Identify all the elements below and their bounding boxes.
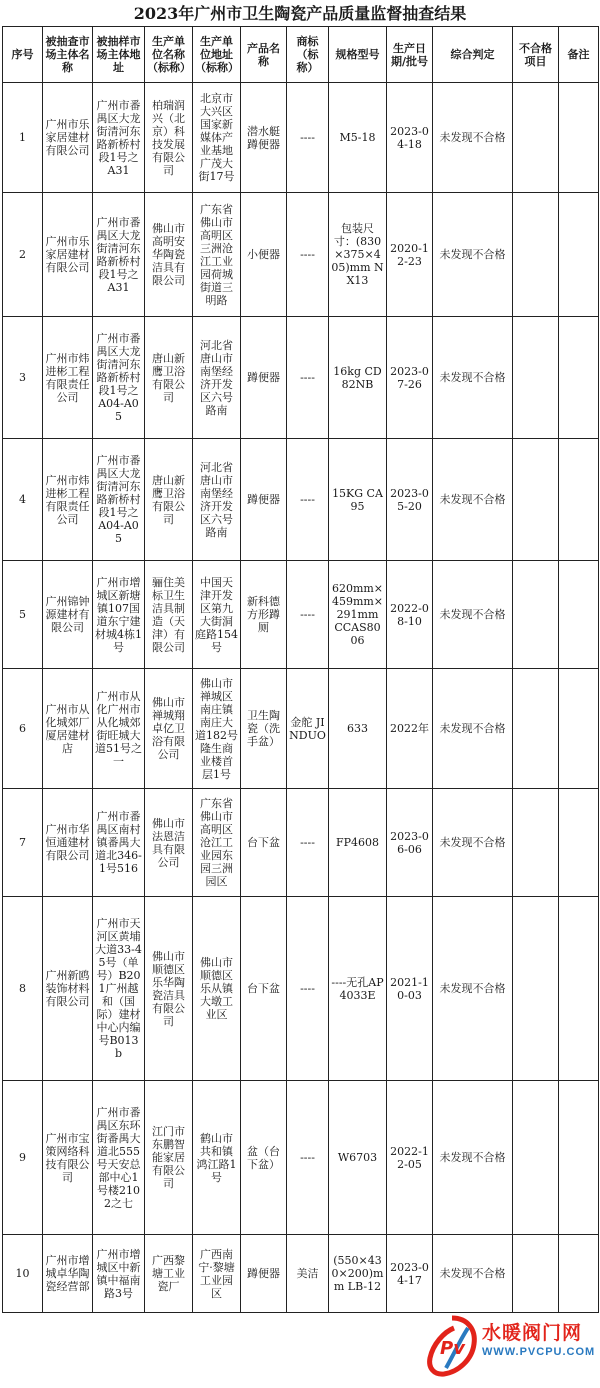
row-verdict: 未发现不合格	[433, 561, 513, 669]
row-index: 9	[3, 1081, 43, 1235]
row-brand: ----	[287, 83, 329, 193]
row-index: 10	[3, 1235, 43, 1313]
row-date: 2021-10-03	[387, 897, 433, 1081]
row-product: 小便器	[241, 193, 287, 317]
row-unqualified	[513, 897, 559, 1081]
row-maker-address: 佛山市顺德区乐从镇大墩工业区	[193, 897, 241, 1081]
row-spec: (550×430×200)mm LB-12	[329, 1235, 387, 1313]
row-product: 台下盆	[241, 897, 287, 1081]
row-remark	[559, 193, 599, 317]
row-brand: ----	[287, 439, 329, 561]
row-remark	[559, 439, 599, 561]
row-maker: 江门市东鹏智能家居有限公司	[145, 1081, 193, 1235]
row-verdict: 未发现不合格	[433, 1081, 513, 1235]
row-index: 8	[3, 897, 43, 1081]
header-unqualified: 不合格项目	[513, 27, 559, 83]
row-index: 2	[3, 193, 43, 317]
row-remark	[559, 83, 599, 193]
watermark-brand: 水暖阀门网	[482, 1322, 583, 1344]
row-company: 广州市华恒通建材有限公司	[43, 789, 93, 897]
header-index: 序号	[3, 27, 43, 83]
row-index: 7	[3, 789, 43, 897]
row-index: 6	[3, 669, 43, 789]
table-row	[3, 83, 599, 193]
row-unqualified	[513, 317, 559, 439]
row-date: 2023-04-17	[387, 1235, 433, 1313]
row-verdict: 未发现不合格	[433, 193, 513, 317]
row-company: 广州市炜进彬工程有限责任公司	[43, 439, 93, 561]
row-unqualified	[513, 1235, 559, 1313]
row-brand: 金舵 JINDUO	[287, 669, 329, 789]
row-date: 2022-08-10	[387, 561, 433, 669]
row-address: 广州市番禺区大龙街清河东路新桥村段1号之A04-A05	[93, 317, 145, 439]
header-product: 产品名称	[241, 27, 287, 83]
row-address: 广州市番禺区南村镇番禺大道北346-1号516	[93, 789, 145, 897]
row-maker-address: 广东省佛山市高明区沧江工业园东园三洲园区	[193, 789, 241, 897]
row-maker-address: 广西南宁·黎塘工业园区	[193, 1235, 241, 1313]
watermark-url: WWW.PVCPU.COM	[482, 1346, 596, 1358]
row-remark	[559, 669, 599, 789]
row-address: 广州市天河区黄埔大道33-45号（单号）B201广州越和（国际）建材中心内编号B013b	[93, 897, 145, 1081]
row-company: 广州市炜进彬工程有限责任公司	[43, 317, 93, 439]
table-row	[3, 789, 599, 897]
table-row	[3, 897, 599, 1081]
row-verdict: 未发现不合格	[433, 1235, 513, 1313]
row-maker: 佛山市法恩洁具有限公司	[145, 789, 193, 897]
row-date: 2023-04-18	[387, 83, 433, 193]
row-maker: 唐山新鹰卫浴有限公司	[145, 317, 193, 439]
row-index: 1	[3, 83, 43, 193]
row-verdict: 未发现不合格	[433, 897, 513, 1081]
row-spec: 633	[329, 669, 387, 789]
row-spec: 15KG CA95	[329, 439, 387, 561]
row-date: 2022年	[387, 669, 433, 789]
table-row	[3, 1081, 599, 1235]
row-company: 广州锦钟源建材有限公司	[43, 561, 93, 669]
row-address: 广州市增城区新塘镇107国道东宁建材城4栋1号	[93, 561, 145, 669]
pv-logo-icon	[424, 1314, 480, 1378]
row-verdict: 未发现不合格	[433, 669, 513, 789]
row-index: 4	[3, 439, 43, 561]
watermark-logo	[424, 1312, 600, 1388]
row-maker-address: 佛山市禅城区南庄镇南庄大道182号隆生商业楼首层1号	[193, 669, 241, 789]
header-maker-address: 生产单位地址（标称）	[193, 27, 241, 83]
header-company: 被抽查市场主体名称	[43, 27, 93, 83]
row-remark	[559, 1081, 599, 1235]
row-verdict: 未发现不合格	[433, 439, 513, 561]
row-product: 盆（台下盆）	[241, 1081, 287, 1235]
row-spec: ----无孔AP4033E	[329, 897, 387, 1081]
row-spec: M5-18	[329, 83, 387, 193]
table-row	[3, 317, 599, 439]
row-date: 2022-12-05	[387, 1081, 433, 1235]
row-brand: ----	[287, 789, 329, 897]
row-maker-address: 广东省佛山市高明区三洲沧江工业园荷城街道三明路	[193, 193, 241, 317]
row-verdict: 未发现不合格	[433, 789, 513, 897]
header-spec: 规格型号	[329, 27, 387, 83]
table-row	[3, 669, 599, 789]
row-unqualified	[513, 193, 559, 317]
row-unqualified	[513, 83, 559, 193]
table-row	[3, 439, 599, 561]
row-remark	[559, 897, 599, 1081]
row-product: 蹲便器	[241, 1235, 287, 1313]
row-address: 广州市从化广州市从化城郊街旺城大道51号之一	[93, 669, 145, 789]
page-title: 2023年广州市卫生陶瓷产品质量监督抽查结果	[133, 4, 467, 23]
header-maker: 生产单位名称（标称）	[145, 27, 193, 83]
row-address: 广州市番禺区东环街番禺大道北555号天安总部中心1号楼2102之七	[93, 1081, 145, 1235]
row-unqualified	[513, 1081, 559, 1235]
row-unqualified	[513, 439, 559, 561]
row-spec: 620mm×459mm×291mm CCAS8006	[329, 561, 387, 669]
row-spec: W6703	[329, 1081, 387, 1235]
row-spec: 16kg CD82NB	[329, 317, 387, 439]
row-spec: FP4608	[329, 789, 387, 897]
table-header-row	[3, 27, 599, 83]
row-brand: 美洁	[287, 1235, 329, 1313]
header-verdict: 综合判定	[433, 27, 513, 83]
row-maker: 佛山市禅城翔卓亿卫浴有限公司	[145, 669, 193, 789]
header-date: 生产日期/批号	[387, 27, 433, 83]
row-product: 台下盆	[241, 789, 287, 897]
row-company: 广州市乐家居建材有限公司	[43, 193, 93, 317]
row-remark	[559, 1235, 599, 1313]
row-brand: ----	[287, 193, 329, 317]
row-maker-address: 中国天津开发区第九大街洞庭路154号	[193, 561, 241, 669]
row-company: 广州市增城卓华陶瓷经营部	[43, 1235, 93, 1313]
row-company: 广州新鸥装饰材料有限公司	[43, 897, 93, 1081]
header-address: 被抽样市场主体地址	[93, 27, 145, 83]
row-brand: ----	[287, 561, 329, 669]
row-address: 广州市番禺区大龙街清河东路新桥村段1号之A31	[93, 83, 145, 193]
row-date: 2023-07-26	[387, 317, 433, 439]
results-table	[2, 26, 599, 1313]
row-unqualified	[513, 789, 559, 897]
row-address: 广州市增城区中新镇中福南路3号	[93, 1235, 145, 1313]
row-brand: ----	[287, 317, 329, 439]
row-maker-address: 河北省唐山市南堡经济开发区六号路南	[193, 439, 241, 561]
row-maker: 广西黎塘工业瓷厂	[145, 1235, 193, 1313]
row-remark	[559, 561, 599, 669]
row-product: 蹲便器	[241, 439, 287, 561]
row-maker-address: 河北省唐山市南堡经济开发区六号路南	[193, 317, 241, 439]
row-date: 2020-12-23	[387, 193, 433, 317]
row-maker: 佛山市顺德区乐华陶瓷洁具有限公司	[145, 897, 193, 1081]
row-product: 潜水艇蹲便器	[241, 83, 287, 193]
row-maker: 骊住美标卫生洁具制造（天津）有限公司	[145, 561, 193, 669]
row-maker: 柏瑞润兴（北京）科技发展有限公司	[145, 83, 193, 193]
row-maker-address: 鹤山市共和镇鸿江路1号	[193, 1081, 241, 1235]
table-row	[3, 561, 599, 669]
row-unqualified	[513, 669, 559, 789]
row-product: 蹲便器	[241, 317, 287, 439]
row-maker: 佛山市高明安华陶瓷洁具有限公司	[145, 193, 193, 317]
row-verdict: 未发现不合格	[433, 317, 513, 439]
row-maker: 唐山新鹰卫浴有限公司	[145, 439, 193, 561]
header-brand: 商标（标称）	[287, 27, 329, 83]
row-date: 2023-06-06	[387, 789, 433, 897]
row-unqualified	[513, 561, 559, 669]
row-index: 5	[3, 561, 43, 669]
pv-logo-mark: Pv	[440, 1338, 465, 1359]
table-row	[3, 1235, 599, 1313]
row-index: 3	[3, 317, 43, 439]
header-remark: 备注	[559, 27, 599, 83]
row-company: 广州市乐家居建材有限公司	[43, 83, 93, 193]
row-remark	[559, 317, 599, 439]
row-verdict: 未发现不合格	[433, 83, 513, 193]
row-spec: 包装尺寸：(830×375×405)mm NX13	[329, 193, 387, 317]
row-brand: ----	[287, 897, 329, 1081]
row-remark	[559, 789, 599, 897]
row-company: 广州市从化城郊厂厦居建材店	[43, 669, 93, 789]
row-brand: ----	[287, 1081, 329, 1235]
row-company: 广州市宝策网络科技有限公司	[43, 1081, 93, 1235]
row-address: 广州市番禺区大龙街清河东路新桥村段1号之A04-A05	[93, 439, 145, 561]
row-product: 卫生陶瓷（洗手盆）	[241, 669, 287, 789]
table-row	[3, 193, 599, 317]
row-product: 新科德方形蹲厕	[241, 561, 287, 669]
row-date: 2023-05-20	[387, 439, 433, 561]
row-maker-address: 北京市大兴区国家新媒体产业基地广茂大街17号	[193, 83, 241, 193]
row-address: 广州市番禺区大龙街清河东路新桥村段1号之A31	[93, 193, 145, 317]
